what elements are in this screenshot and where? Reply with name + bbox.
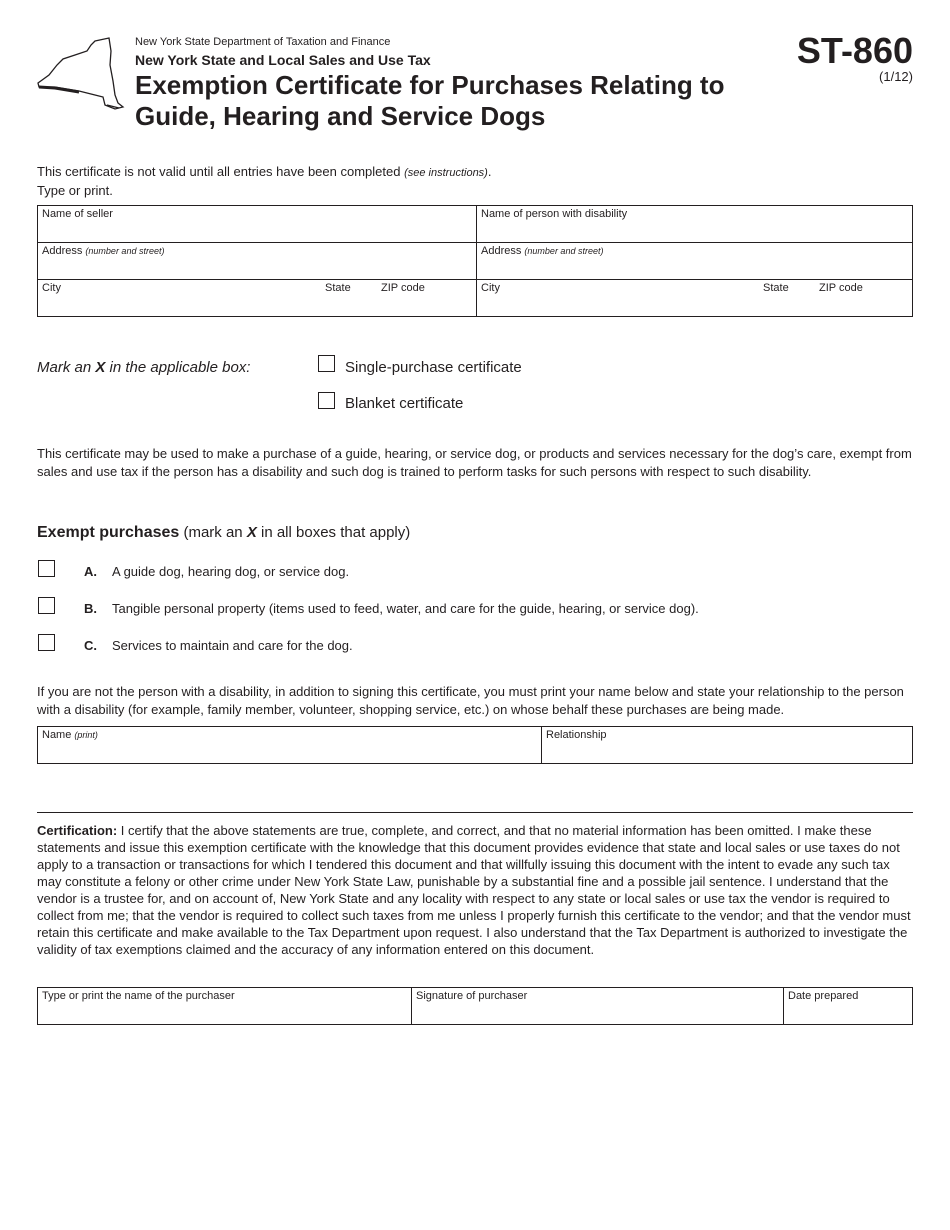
print-name-field[interactable]	[38, 727, 541, 763]
seller-state-field[interactable]	[321, 280, 377, 316]
disabled-person-zip-field[interactable]	[815, 280, 912, 316]
exempt-item-a-text: A guide dog, hearing dog, or service dog.	[112, 564, 350, 579]
exempt-item-b-checkbox[interactable]	[38, 597, 55, 614]
certificate-type-prompt	[37, 359, 250, 376]
seller-name-field[interactable]	[38, 206, 476, 242]
type-or-print-note: Type or print.	[37, 183, 113, 198]
certification-label: Certification:	[37, 823, 118, 838]
exempt-heading-text: Exempt purchases	[37, 524, 180, 541]
disabled-person-address-note: (number and street)	[524, 246, 604, 256]
print-name-note: (print)	[74, 730, 98, 740]
validity-text: This certificate is not valid until all entries have been completed	[37, 164, 401, 179]
date-prepared-label: Date prepared	[788, 990, 859, 1002]
seller-city-label: City	[42, 282, 61, 294]
exempt-item-c-checkbox[interactable]	[38, 634, 55, 651]
certification-text: I certify that the above statements are true, complete, and correct, and that no material information has been omitted. I make these statements and issue this exemption certificate with the knowledge that this document provides evidence that state and local sales or use taxes do not apply to a transaction or transactions for which I tendered this document and that willfully issuing this document with the intent to evade any such tax may constitute a felony or other crime under New York State Law, punishable by a substantial fine and a possible jail sentence. I understand that the vendor is a trustee for, and on account of, New York State and any locality with respect to any state or local sales or use tax the vendor is required to collect from me; that the vendor is required to collect such taxes from me unless I properly furnish this certificate to the vendor; and that the vendor must retain this certificate and make available to the Tax Department upon request. I also understand that the Tax Department is authorized to investigate the validity of tax exemptions claimed and the accuracy of any information entered on this document.	[37, 823, 911, 957]
disabled-person-city-field[interactable]	[477, 280, 759, 316]
disabled-person-city-label: City	[481, 282, 500, 294]
relationship-field[interactable]	[541, 727, 912, 763]
seller-address-label: Address	[42, 245, 83, 257]
prompt-x: X	[95, 359, 106, 376]
exempt-instruction-start: (mark an	[183, 524, 243, 541]
department-name: New York State Department of Taxation and Finance	[135, 36, 391, 48]
disabled-person-zip-label: ZIP code	[819, 282, 863, 294]
print-name-label: Name	[42, 729, 72, 741]
disabled-person-state-label: State	[763, 282, 789, 294]
seller-zip-field[interactable]	[377, 280, 475, 316]
blanket-certificate-checkbox[interactable]	[318, 392, 335, 409]
exempt-item-b-text: Tangible personal property (items used to feed, water, and care for the guide, hearing, or service dog).	[112, 601, 699, 616]
exempt-item-b-letter: B.	[84, 601, 97, 616]
exempt-item-c-text: Services to maintain and care for the dog.	[112, 638, 353, 653]
exempt-item-a-checkbox[interactable]	[38, 560, 55, 577]
seller-city-field[interactable]	[38, 280, 318, 316]
section-divider	[37, 812, 913, 813]
tax-name: New York State and Local Sales and Use Tax	[135, 52, 431, 68]
validity-note	[37, 163, 491, 183]
signature-table	[37, 987, 913, 1025]
validity-see-instructions: (see instructions)	[404, 167, 488, 179]
exempt-item-c-letter: C.	[84, 638, 97, 653]
prompt-end: in the applicable box:	[109, 359, 251, 376]
exempt-instruction-x: X	[246, 524, 257, 541]
disabled-person-name-field[interactable]	[477, 206, 912, 242]
new-york-state-outline-icon	[35, 35, 127, 115]
seller-and-person-table	[37, 205, 913, 317]
exempt-item-a-letter: A.	[84, 564, 97, 579]
page-title: Exemption Certificate for Purchases Relating to Guide, Hearing and Service Dogs	[135, 70, 725, 131]
seller-name-label: Name of seller	[42, 208, 113, 220]
disabled-person-state-field[interactable]	[759, 280, 815, 316]
form-number: ST-860	[796, 30, 913, 71]
disabled-person-address-field[interactable]	[477, 243, 912, 279]
purchaser-signature-label: Signature of purchaser	[416, 990, 528, 1002]
exempt-instruction-end: in all boxes that apply)	[261, 524, 411, 541]
name-relationship-table	[37, 726, 913, 764]
seller-zip-label: ZIP code	[381, 282, 425, 294]
purchaser-name-label: Type or print the name of the purchaser	[42, 990, 235, 1002]
prompt-start: Mark an	[37, 359, 92, 376]
disabled-person-name-label: Name of person with disability	[481, 208, 628, 220]
seller-state-label: State	[325, 282, 351, 294]
relationship-instructions: If you are not the person with a disability, in addition to signing this certificate, you must print your name below and state your relationship to the person with a disability (for example, family member, volunteer, shopping service, etc.) on whose behalf these purchases are being made.	[37, 684, 904, 717]
purchaser-name-field[interactable]	[38, 988, 411, 1024]
certification-statement	[37, 822, 913, 958]
disabled-person-address-label: Address	[481, 245, 522, 257]
exempt-purchases-heading	[37, 524, 410, 542]
blanket-certificate-label: Blanket certificate	[345, 395, 464, 412]
relationship-label: Relationship	[546, 729, 607, 741]
single-purchase-label: Single-purchase certificate	[345, 359, 522, 376]
seller-address-field[interactable]	[38, 243, 476, 279]
purchaser-signature-field[interactable]	[411, 988, 783, 1024]
single-purchase-checkbox[interactable]	[318, 355, 335, 372]
validity-period: .	[487, 164, 492, 179]
date-prepared-field[interactable]	[783, 988, 912, 1024]
usage-description: This certificate may be used to make a purchase of a guide, hearing, or service dog, or products and services necessary for the dog’s care, exempt from sales and use tax if the person has a disability and such dog is trained to perform tasks for such persons with respect to such disability.	[37, 446, 912, 479]
seller-address-note: (number and street)	[85, 246, 165, 256]
form-revision: (1/12)	[879, 69, 913, 84]
